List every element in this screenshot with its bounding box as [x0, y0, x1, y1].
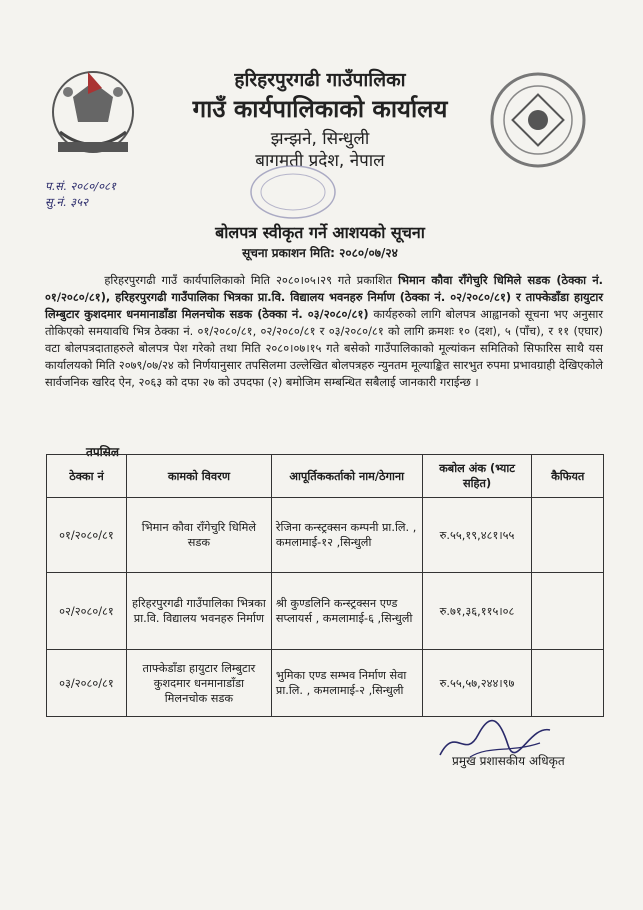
dispatch-number: सु.नं. ३५२	[45, 195, 89, 209]
supplier: रेजिना कन्स्ट्रक्सन कम्पनी प्रा.लि. , कमलामाई-१२ ,सिन्धुली	[271, 498, 422, 573]
municipality-seal-icon	[488, 70, 588, 170]
reference-number: प.सं. २०८०/०८१	[45, 179, 117, 193]
work-description: हरिहरपुरगढी गाउँपालिका भित्रका प्रा.वि. विद्यालय भवनहरु निर्माण	[126, 573, 271, 650]
bid-amount: रु.७१,३६,११५।०८	[422, 573, 532, 650]
office-stamp-icon	[248, 163, 338, 221]
bid-amount: रु.५५,१९,४८१।५५	[422, 498, 532, 573]
work-description: भिमान कौवा राँगेचुरि धिमिले सडक	[126, 498, 271, 573]
publish-date: सूचना प्रकाशन मिति: २०८०/०७/२४	[242, 246, 398, 260]
contracts-table	[46, 454, 604, 717]
contract-no: ०२/२०८०/८१	[47, 573, 127, 650]
paragraph-part-1: हरिहरपुरगढी गाउँ कार्यपालिकाको मिति २०८०।०५।२९ गते प्रकाशित	[104, 273, 399, 287]
nepal-emblem-icon	[38, 62, 148, 167]
contract-no: ०३/२०८०/८१	[47, 650, 127, 717]
notice-paragraph	[45, 272, 603, 391]
header-remarks: कैफियत	[532, 455, 604, 498]
paragraph-bold-works: भिमान कौवा राँगेचुरि धिमिले सडक (ठेक्का नं. ०१/२०८०/८१), हरिहरपुरगढी गाउँपालिका भित्रका प्रा.वि. विद्यालय भवनहरु निर्माण (ठेक्का नं. ०२/२०८०/८१) र ताफ्केडाँडा हायुटार लिम्बुटार कुशदमार धनमानाडाँडा मिलनचोक सडक (ठेक्का नं. ०३/२०८०/८१)	[45, 273, 604, 321]
office-title: गाउँ कार्यपालिकाको कार्यालय	[192, 95, 448, 123]
header-work-description: कामको विवरण	[126, 455, 271, 498]
header-bid-amount: कबोल अंक (भ्याट सहित)	[422, 455, 532, 498]
schedule-label: तपसिल	[86, 445, 120, 459]
signatory-title: प्रमुख प्रशासकीय अधिकृत	[452, 754, 565, 768]
bid-amount: रु.५५,५७,२४४।९७	[422, 650, 532, 717]
supplier: भुमिका एण्ड सम्भव निर्माण सेवा प्रा.लि. , कमलामाई-२ ,सिन्धुली	[271, 650, 422, 717]
paragraph-part-2: कार्यहरुको लागि बोलपत्र आह्वानको सूचना भए अनुसार तोकिएको समयावधि भित्र ठेक्का नं. ०१/२०८०/८१, ०२/२०८०/८१ र ०३/२०८०/८१ को लागि क्रमशः १० (दश), ५ (पाँच), र ११ (एघार) वटा बोलपत्रदाताहरुले बोलपत्र पेश गरेको तथा मिति २०८०।०७।१५ गते बसेको गाउँपालिकाको मूल्यांकन समितिको सिफारिस साथै यस कार्यालयको मिति २०७९/०७/२४ को निर्णयानुसार तपसिलमा उल्लेखित बोलपत्रहरु न्युनतम मूल्याङ्कित सारभुत रुपमा प्रभावग्राही देखिएकोले सार्वजनिक खरिद ऐन, २०६३ को दफा २७ को उपदफा (२) बमोजिम सम्बन्धित सबैलाई जानकारी गराईन्छ ।	[45, 307, 603, 389]
office-province: बागमती प्रदेश, नेपाल	[255, 151, 385, 171]
work-description: ताफ्केडाँडा हायुटार लिम्बुटार कुशदमार धनमानाडाँडा मिलनचोक सडक	[126, 650, 271, 717]
remarks	[532, 573, 604, 650]
table-row	[47, 650, 604, 717]
table-row	[47, 573, 604, 650]
table-header-row	[47, 455, 604, 498]
remarks	[532, 498, 604, 573]
office-address: झन्झने, सिन्धुली	[270, 129, 370, 149]
contract-no: ०१/२०८०/८१	[47, 498, 127, 573]
table-row	[47, 498, 604, 573]
office-name: हरिहरपुरगढी गाउँपालिका	[234, 69, 406, 91]
remarks	[532, 650, 604, 717]
notice-title: बोलपत्र स्वीकृत गर्ने आशयको सूचना	[215, 223, 425, 242]
supplier: श्री कुण्डलिनि कन्स्ट्रक्सन एण्ड सप्लायर्स , कमलामाई-६ ,सिन्धुली	[271, 573, 422, 650]
header-supplier: आपूर्तिककर्ताको नाम/ठेगाना	[271, 455, 422, 498]
header-contract-no: ठेक्का नं	[47, 455, 127, 498]
